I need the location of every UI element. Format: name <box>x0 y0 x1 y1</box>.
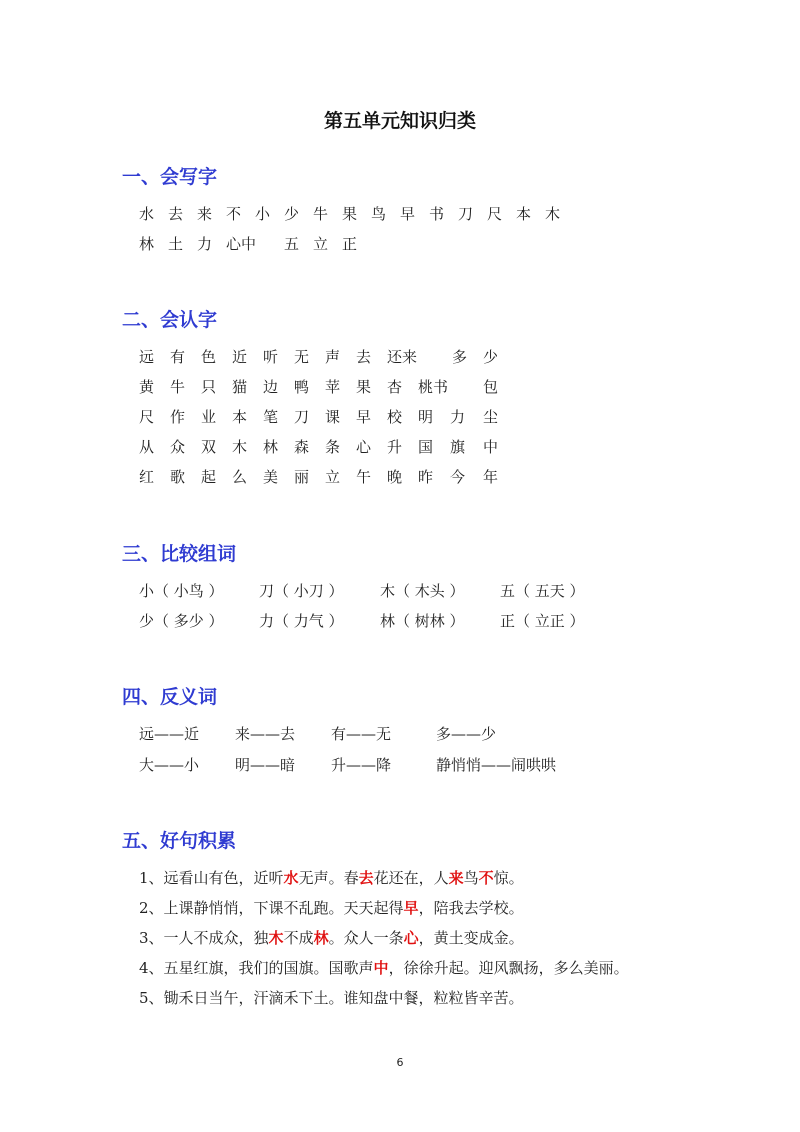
char: 小 <box>255 205 271 223</box>
antonym-pair: 有——无 <box>331 725 392 743</box>
char: 无 <box>294 348 310 366</box>
char: 力 <box>197 235 213 253</box>
section-heading-write: 一、会写字 <box>122 166 218 188</box>
char: 水 <box>139 205 155 223</box>
char: 包 <box>483 378 499 396</box>
antonym-pair: 明——暗 <box>235 756 296 774</box>
char: 起 <box>201 468 217 486</box>
highlight-char: 水 <box>283 869 299 887</box>
word-pair: 正（ 立正 ） <box>500 612 585 630</box>
sentence-line <box>139 957 629 979</box>
char: 歌 <box>170 468 186 486</box>
sentence-line <box>139 987 524 1009</box>
char: 有 <box>170 348 186 366</box>
char: 众 <box>170 438 186 456</box>
char: 本 <box>516 205 532 223</box>
char: 苹 <box>325 378 341 396</box>
char: 牛 <box>170 378 186 396</box>
highlight-char: 不 <box>478 869 494 887</box>
char: 多 <box>452 348 468 366</box>
char: 色 <box>201 348 217 366</box>
highlight-char: 心 <box>403 929 419 947</box>
char: 作 <box>170 408 186 426</box>
highlight-char: 去 <box>358 869 374 887</box>
char: 笔 <box>263 408 279 426</box>
char: 少 <box>483 348 499 366</box>
sentence-line <box>139 897 524 919</box>
highlight-char: 中 <box>373 959 389 977</box>
section-heading-antonyms: 四、反义词 <box>122 686 218 708</box>
char: 五 <box>284 235 300 253</box>
highlight-char: 来 <box>448 869 464 887</box>
word-pair: 力（ 力气 ） <box>259 612 344 630</box>
char: 边 <box>263 378 279 396</box>
char: 明 <box>418 408 434 426</box>
sentence-text: 无声。春 <box>298 869 359 887</box>
antonym-pair: 大——小 <box>139 756 200 774</box>
sentence-text: 4、五星红旗，我们的国旗。国歌声 <box>139 959 374 977</box>
char: 听 <box>263 348 279 366</box>
char: 果 <box>342 205 358 223</box>
char: 红 <box>139 468 155 486</box>
char: 力 <box>450 408 466 426</box>
char: 去 <box>356 348 372 366</box>
char: 鸭 <box>294 378 310 396</box>
char: 晚 <box>387 468 403 486</box>
sentence-text: ，黄土变成金。 <box>418 929 524 947</box>
antonym-pair: 远——近 <box>139 725 200 743</box>
sentence-text: ，陪我去学校。 <box>418 899 524 917</box>
char: 黄 <box>139 378 155 396</box>
char: 桃书 <box>418 378 449 396</box>
char: 丽 <box>294 468 310 486</box>
char: 土 <box>168 235 184 253</box>
char: 林 <box>263 438 279 456</box>
char: 木 <box>232 438 248 456</box>
char: 远 <box>139 348 155 366</box>
char: 去 <box>168 205 184 223</box>
char: 杏 <box>387 378 403 396</box>
char: 森 <box>294 438 310 456</box>
char: 不 <box>226 205 242 223</box>
section-heading-sentences: 五、好句积累 <box>122 830 237 852</box>
char: 心中 <box>226 235 257 253</box>
sentence-text: 。众人一条 <box>328 929 404 947</box>
char: 立 <box>313 235 329 253</box>
page-number: 6 <box>396 1056 404 1069</box>
highlight-char: 林 <box>313 929 329 947</box>
char: 校 <box>387 408 403 426</box>
sentence-text: 不成 <box>283 929 314 947</box>
char: 今 <box>450 468 466 486</box>
antonym-pair: 升——降 <box>331 756 392 774</box>
char: 本 <box>232 408 248 426</box>
highlight-char: 木 <box>268 929 284 947</box>
char: 课 <box>325 408 341 426</box>
sentence-line <box>139 867 524 889</box>
char: 刀 <box>294 408 310 426</box>
write-chars-row-1 <box>139 203 574 225</box>
char: 书 <box>429 205 445 223</box>
char: 正 <box>342 235 358 253</box>
word-pair: 小（ 小鸟 ） <box>139 582 224 600</box>
char: 升 <box>387 438 403 456</box>
char: 从 <box>139 438 155 456</box>
highlight-char: 早 <box>403 899 419 917</box>
char: 猫 <box>232 378 248 396</box>
char: 林 <box>139 235 155 253</box>
sentence-text: 3、一人不成众，独 <box>139 929 269 947</box>
char: 业 <box>201 408 217 426</box>
char: 声 <box>325 348 341 366</box>
char: 双 <box>201 438 217 456</box>
char: 美 <box>263 468 279 486</box>
word-pair: 刀（ 小刀 ） <box>259 582 344 600</box>
char: 刀 <box>458 205 474 223</box>
char: 鸟 <box>371 205 387 223</box>
section-heading-compare: 三、比较组词 <box>122 543 237 565</box>
sentence-text: 1、远看山有色，近听 <box>139 869 284 887</box>
char: 近 <box>232 348 248 366</box>
antonym-pair: 多——少 <box>436 725 497 743</box>
char: 国 <box>418 438 434 456</box>
char: 只 <box>201 378 217 396</box>
antonym-pair: 来——去 <box>235 725 296 743</box>
document-title: 第五单元知识归类 <box>323 110 476 132</box>
char: 旗 <box>450 438 466 456</box>
sentence-text: 花还在，人 <box>373 869 449 887</box>
char: 条 <box>325 438 341 456</box>
char: 早 <box>356 408 372 426</box>
sentence-text: ，徐徐升起。迎风飘扬，多么美丽。 <box>388 959 629 977</box>
char: 昨 <box>418 468 434 486</box>
char: 年 <box>483 468 499 486</box>
sentence-text: 2、上课静悄悄，下课不乱跑。天天起得 <box>139 899 404 917</box>
char: 心 <box>356 438 372 456</box>
char: 少 <box>284 205 300 223</box>
sentence-text: 5、锄禾日当午，汗滴禾下土。谁知盘中餐，粒粒皆辛苦。 <box>139 989 524 1007</box>
word-pair: 少（ 多少 ） <box>139 612 224 630</box>
sentence-text: 惊。 <box>493 869 524 887</box>
char: 中 <box>483 438 499 456</box>
word-pair: 木（ 木头 ） <box>380 582 465 600</box>
char: 尺 <box>139 408 155 426</box>
sentence-line <box>139 927 524 949</box>
char: 么 <box>232 468 248 486</box>
char: 尺 <box>487 205 503 223</box>
char: 早 <box>400 205 416 223</box>
char: 尘 <box>483 408 499 426</box>
char: 木 <box>545 205 561 223</box>
char: 果 <box>356 378 372 396</box>
word-pair: 五（ 五天 ） <box>500 582 585 600</box>
char: 牛 <box>313 205 329 223</box>
section-heading-recognize: 二、会认字 <box>122 309 218 331</box>
char: 还来 <box>387 348 418 366</box>
char: 来 <box>197 205 213 223</box>
char: 午 <box>356 468 372 486</box>
word-pair: 林（ 树林 ） <box>380 612 465 630</box>
antonym-pair: 静悄悄——闹哄哄 <box>436 756 557 774</box>
char: 立 <box>325 468 341 486</box>
sentence-text: 鸟 <box>463 869 479 887</box>
